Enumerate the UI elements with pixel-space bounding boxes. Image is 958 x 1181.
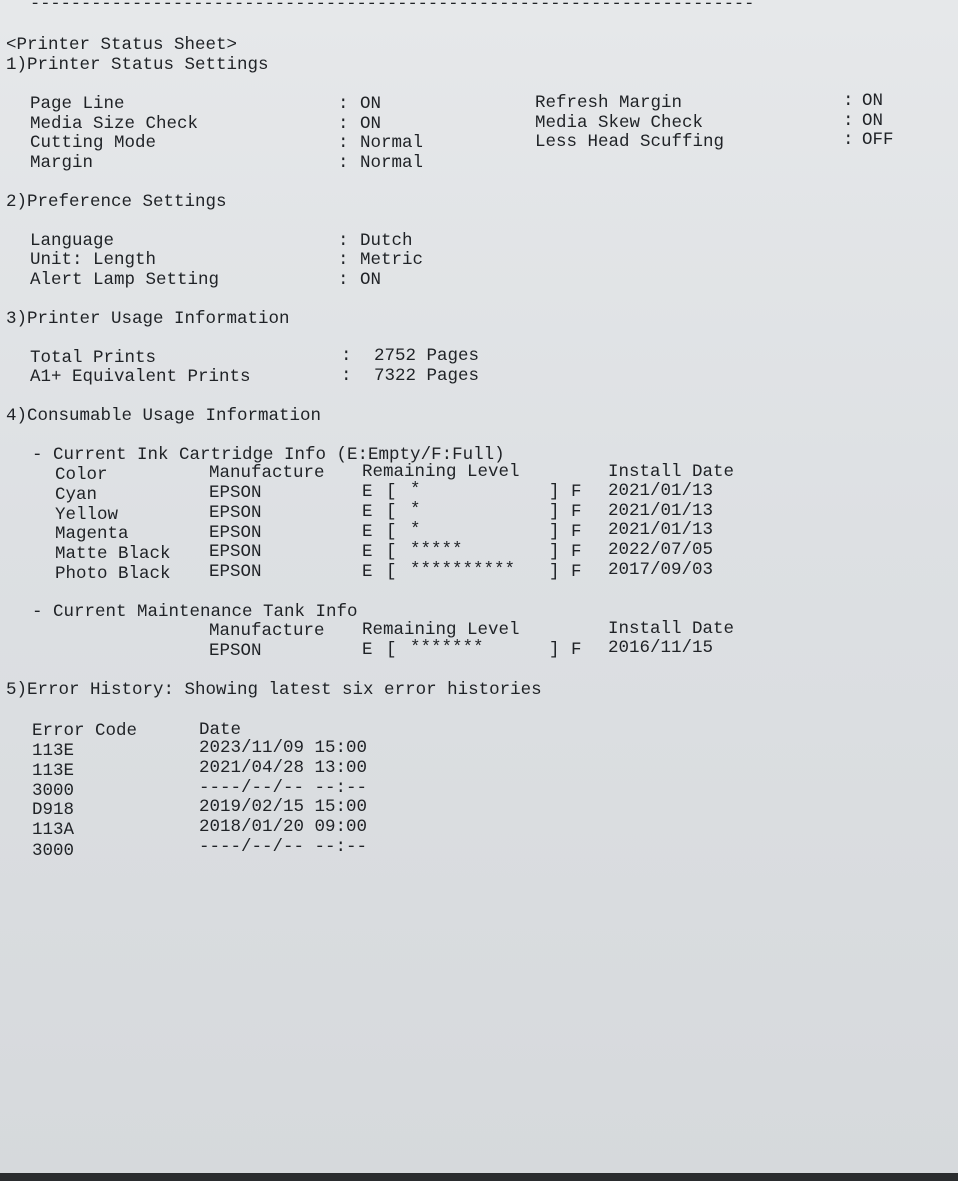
tank-header-date: Install Date: [608, 619, 735, 639]
error-date: 2023/11/09 15:00: [199, 738, 368, 758]
setting-value: Normal: [360, 133, 424, 153]
ink-level-full-mark: F: [571, 502, 582, 522]
setting-separator: :: [338, 114, 349, 134]
ink-level-open-bracket: [: [386, 482, 397, 502]
ink-header-color: Color: [55, 465, 108, 485]
tank-level-stars: *******: [410, 638, 484, 658]
setting-separator: :: [338, 153, 349, 173]
preference-value: Dutch: [360, 231, 413, 251]
ink-level-empty-mark: E: [362, 562, 373, 582]
setting-label: Refresh Margin: [535, 93, 683, 113]
ink-level-open-bracket: [: [386, 542, 397, 562]
setting-label: Less Head Scuffing: [535, 132, 725, 152]
tank-header-manufacture: Manufacture: [209, 621, 325, 641]
setting-label: Media Size Check: [30, 114, 199, 134]
ink-install-date: 2021/01/13: [608, 501, 714, 521]
ink-header-manufacture: Manufacture: [209, 463, 325, 483]
usage-value: 2752 Pages: [374, 346, 480, 366]
tank-level-close-bracket: ]: [549, 640, 560, 660]
setting-value: ON: [862, 111, 884, 131]
usage-value: 7322 Pages: [374, 366, 480, 386]
ink-install-date: 2017/09/03: [608, 560, 714, 580]
setting-value: ON: [360, 114, 382, 134]
setting-value: Normal: [360, 153, 424, 173]
error-code: 3000: [32, 781, 75, 801]
tank-manufacture: EPSON: [209, 641, 262, 661]
ink-level-empty-mark: E: [362, 502, 373, 522]
usage-separator: :: [341, 366, 352, 386]
ink-manufacture: EPSON: [209, 542, 262, 562]
ink-level-stars: **********: [410, 560, 516, 580]
error-code: 3000: [32, 841, 75, 861]
error-code: 113E: [32, 741, 75, 761]
ink-level-full-mark: F: [571, 542, 582, 562]
ink-color: Yellow: [55, 505, 119, 525]
maintenance-tank-title: - Current Maintenance Tank Info: [32, 602, 358, 622]
ink-level-close-bracket: ]: [549, 562, 560, 582]
error-date: 2021/04/28 13:00: [199, 758, 368, 778]
preference-separator: :: [338, 270, 349, 290]
setting-label: Cutting Mode: [30, 133, 157, 153]
paper-bottom-edge: [0, 1173, 958, 1181]
ink-color: Cyan: [55, 485, 98, 505]
section-4-heading: 4)Consumable Usage Information: [6, 406, 322, 426]
ink-header-level: Remaining Level: [362, 462, 520, 482]
ink-level-stars: *: [410, 480, 421, 500]
section-3-heading: 3)Printer Usage Information: [6, 309, 290, 329]
ink-manufacture: EPSON: [209, 503, 262, 523]
ink-level-stars: *: [410, 520, 421, 540]
ink-level-stars: *****: [410, 540, 463, 560]
error-code: D918: [32, 800, 75, 820]
error-date: ----/--/-- --:--: [199, 778, 368, 798]
preference-separator: :: [338, 250, 349, 270]
error-code: 113E: [32, 761, 75, 781]
section-1-heading: 1)Printer Status Settings: [6, 55, 269, 75]
usage-separator: :: [341, 346, 352, 366]
tank-level-open-bracket: [: [386, 640, 397, 660]
tank-level-empty-mark: E: [362, 640, 373, 660]
ink-level-close-bracket: ]: [549, 482, 560, 502]
setting-label: Margin: [30, 153, 94, 173]
ink-color: Photo Black: [55, 564, 171, 584]
ink-level-close-bracket: ]: [549, 502, 560, 522]
ink-manufacture: EPSON: [209, 523, 262, 543]
error-code: 113A: [32, 820, 75, 840]
preference-value: Metric: [360, 250, 424, 270]
ink-level-stars: *: [410, 500, 421, 520]
ink-level-full-mark: F: [571, 482, 582, 502]
ink-color: Matte Black: [55, 544, 171, 564]
ink-header-date: Install Date: [608, 462, 735, 482]
preference-label: Alert Lamp Setting: [30, 270, 220, 290]
ink-level-empty-mark: E: [362, 542, 373, 562]
ink-level-open-bracket: [: [386, 502, 397, 522]
ink-manufacture: EPSON: [209, 562, 262, 582]
section-2-heading: 2)Preference Settings: [6, 192, 227, 212]
setting-value: OFF: [862, 130, 894, 150]
setting-separator: :: [843, 91, 854, 111]
setting-value: ON: [360, 94, 382, 114]
setting-separator: :: [338, 94, 349, 114]
ink-color: Magenta: [55, 524, 129, 544]
section-5-heading: 5)Error History: Showing latest six error histories: [6, 680, 542, 700]
error-header-code: Error Code: [32, 721, 138, 741]
ink-level-close-bracket: ]: [549, 542, 560, 562]
preference-label: Unit: Length: [30, 250, 157, 270]
ink-install-date: 2021/01/13: [608, 520, 714, 540]
ink-level-full-mark: F: [571, 522, 582, 542]
setting-separator: :: [843, 130, 854, 150]
ink-level-open-bracket: [: [386, 562, 397, 582]
usage-label: A1+ Equivalent Prints: [30, 367, 251, 387]
error-header-date: Date: [199, 720, 242, 740]
ink-level-empty-mark: E: [362, 482, 373, 502]
setting-separator: :: [338, 133, 349, 153]
preference-value: ON: [360, 270, 382, 290]
tank-level-full-mark: F: [571, 640, 582, 660]
ink-level-close-bracket: ]: [549, 522, 560, 542]
preference-separator: :: [338, 231, 349, 251]
usage-label: Total Prints: [30, 348, 157, 368]
setting-separator: :: [843, 111, 854, 131]
tank-install-date: 2016/11/15: [608, 638, 714, 658]
preference-label: Language: [30, 231, 115, 251]
ink-level-open-bracket: [: [386, 522, 397, 542]
error-date: ----/--/-- --:--: [199, 837, 368, 857]
setting-label: Page Line: [30, 94, 125, 114]
sheet-title: <Printer Status Sheet>: [6, 35, 238, 55]
ink-cartridge-title: - Current Ink Cartridge Info (E:Empty/F:Full): [32, 445, 505, 465]
tank-header-level: Remaining Level: [362, 620, 520, 640]
ink-level-full-mark: F: [571, 562, 582, 582]
setting-label: Media Skew Check: [535, 113, 704, 133]
ink-install-date: 2021/01/13: [608, 481, 714, 501]
ink-manufacture: EPSON: [209, 483, 262, 503]
top-dashed-rule: -----------------------------------------------------------------------: [30, 0, 755, 14]
setting-value: ON: [862, 91, 884, 111]
error-date: 2018/01/20 09:00: [199, 817, 368, 837]
ink-install-date: 2022/07/05: [608, 540, 714, 560]
error-date: 2019/02/15 15:00: [199, 797, 368, 817]
ink-level-empty-mark: E: [362, 522, 373, 542]
